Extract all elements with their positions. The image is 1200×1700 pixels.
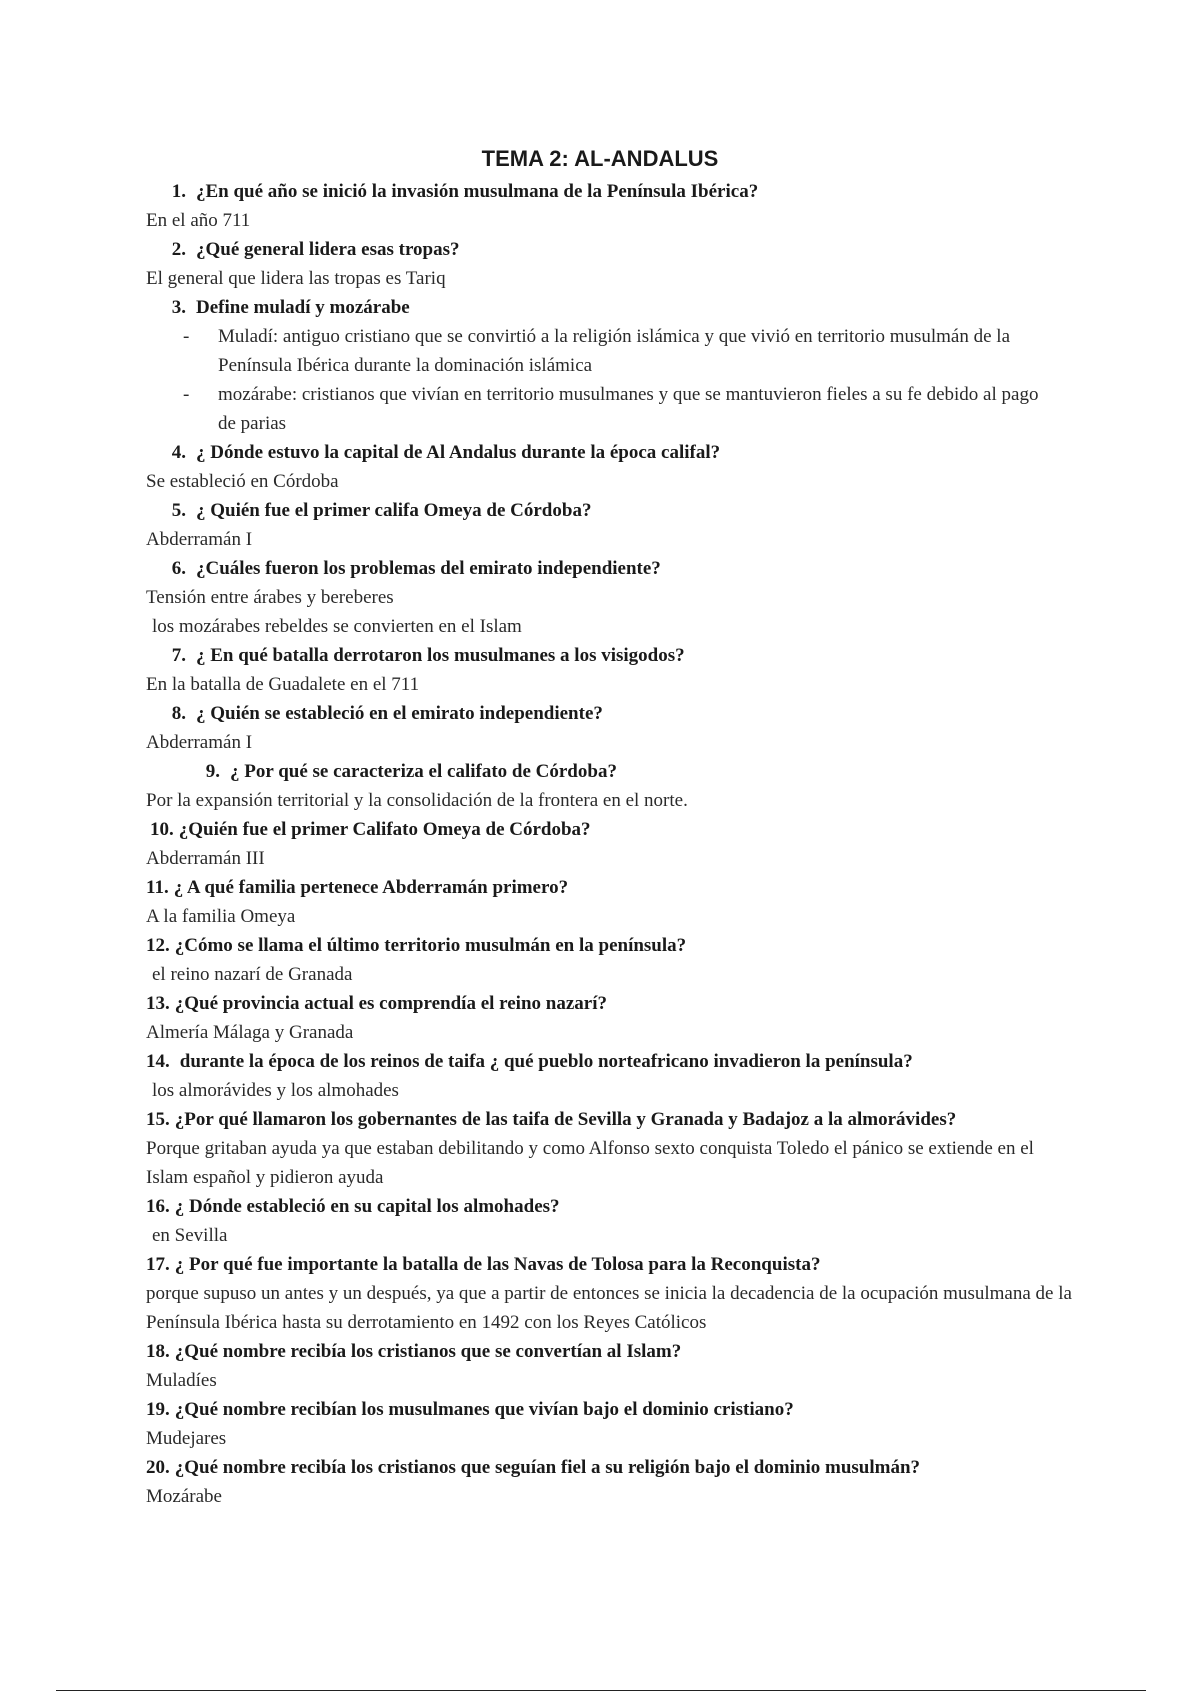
question-number: 14. (146, 1051, 170, 1072)
question-15 (0, 1105, 1200, 1134)
question-list (0, 177, 1200, 1511)
question-number: 5. (171, 500, 186, 521)
question-number: 17. (146, 1254, 170, 1275)
question-number: 6. (171, 558, 186, 579)
question-number: 10. (150, 819, 174, 840)
answer-15: Porque gritaban ayuda ya que estaban debilitando y como Alfonso sexto conquista Toledo el pánico se extiende en el Islam español y pidieron ayuda (146, 1138, 1034, 1188)
dash-bullet: - (183, 384, 190, 405)
answer-13: Almería Málaga y Granada (146, 1022, 354, 1043)
question-text: ¿Qué provincia actual es comprendía el reino nazarí? (174, 993, 607, 1014)
question-text: ¿Cómo se llama el último territorio musulmán en la península? (174, 935, 687, 956)
bullet-text: mozárabe: cristianos que vivían en territorio musulmanes y que se mantuvieron fieles a su fe debido al pago de parias (218, 384, 1039, 434)
question-number: 7. (171, 645, 186, 666)
question-text: ¿ Por qué se caracteriza el califato de Córdoba? (230, 761, 617, 782)
question-17 (0, 1250, 1200, 1279)
question-text: ¿Qué general lidera esas tropas? (196, 239, 460, 260)
question-5 (0, 496, 1200, 525)
question-number: 16. (146, 1196, 170, 1217)
question-text: ¿Quién fue el primer Califato Omeya de Córdoba? (178, 819, 591, 840)
question-number: 19. (146, 1399, 170, 1420)
question-3 (0, 293, 1200, 322)
question-text: ¿Qué nombre recibía los cristianos que seguían fiel a su religión bajo el dominio musulmán? (174, 1457, 921, 1478)
answer-8: Abderramán I (146, 732, 253, 753)
answer-7: En la batalla de Guadalete en el 711 (146, 674, 420, 695)
answer-11: A la familia Omeya (146, 906, 296, 927)
question-6 (0, 554, 1200, 583)
answer-4: Se estableció en Córdoba (146, 471, 339, 492)
answer-9: Por la expansión territorial y la consolidación de la frontera en el norte. (146, 790, 688, 811)
answer-2: El general que lidera las tropas es Tariq (146, 268, 446, 289)
question-text: durante la época de los reinos de taifa ¿ qué pueblo norteafricano invadieron la península? (179, 1051, 913, 1072)
question-text: ¿En qué año se inició la invasión musulmana de la Península Ibérica? (196, 181, 759, 202)
answer-3-bullet-2 (0, 380, 1200, 438)
question-number: 1. (171, 181, 186, 202)
answer-19: Mudejares (146, 1428, 227, 1449)
footer-rule (56, 1690, 1146, 1691)
question-number: 11. (146, 877, 169, 898)
question-7 (0, 641, 1200, 670)
answer-3-bullet-1 (0, 322, 1200, 380)
question-text: ¿Por qué llamaron los gobernantes de las taifa de Sevilla y Granada y Badajoz a la almorávides? (174, 1109, 957, 1130)
question-text: ¿ En qué batalla derrotaron los musulmanes a los visigodos? (196, 645, 685, 666)
answer-1: En el año 711 (146, 210, 251, 231)
question-2 (0, 235, 1200, 264)
question-number: 20. (146, 1457, 170, 1478)
answer-6-line-1: Tensión entre árabes y bereberes (146, 587, 394, 608)
question-number: 8. (171, 703, 186, 724)
answer-12: el reino nazarí de Granada (152, 964, 353, 985)
question-9 (0, 757, 1200, 786)
question-1 (0, 177, 1200, 206)
question-12 (0, 931, 1200, 960)
answer-16: en Sevilla (152, 1225, 228, 1246)
question-text: ¿Qué nombre recibía los cristianos que se convertían al Islam? (174, 1341, 682, 1362)
question-text: ¿Qué nombre recibían los musulmanes que vivían bajo el dominio cristiano? (174, 1399, 794, 1420)
answer-18: Muladíes (146, 1370, 217, 1391)
question-8 (0, 699, 1200, 728)
question-number: 18. (146, 1341, 170, 1362)
bullet-text: Muladí: antiguo cristiano que se convirtió a la religión islámica y que vivió en territorio musulmán de la Península Ibérica durante la dominación islámica (218, 326, 1010, 376)
question-text: ¿ Dónde estableció en su capital los almohades? (174, 1196, 560, 1217)
question-number: 4. (171, 442, 186, 463)
question-text: ¿ Dónde estuvo la capital de Al Andalus durante la época califal? (196, 442, 721, 463)
question-19 (0, 1395, 1200, 1424)
question-text: ¿ Quién fue el primer califa Omeya de Córdoba? (196, 500, 592, 521)
question-20 (0, 1453, 1200, 1482)
question-text: ¿ A qué familia pertenece Abderramán primero? (173, 877, 569, 898)
question-4 (0, 438, 1200, 467)
dash-bullet: - (183, 326, 190, 347)
question-18 (0, 1337, 1200, 1366)
answer-10: Abderramán III (146, 848, 265, 869)
document-title: TEMA 2: AL-ANDALUS (481, 146, 719, 171)
answer-20: Mozárabe (146, 1486, 222, 1507)
question-number: 9. (205, 761, 220, 782)
question-text: ¿Cuáles fueron los problemas del emirato independiente? (196, 558, 661, 579)
question-number: 2. (171, 239, 186, 260)
question-14 (0, 1047, 1200, 1076)
answer-6-line-2: los mozárabes rebeldes se convierten en el Islam (152, 616, 522, 637)
question-number: 12. (146, 935, 170, 956)
answer-5: Abderramán I (146, 529, 253, 550)
question-11 (0, 873, 1200, 902)
question-13 (0, 989, 1200, 1018)
question-number: 3. (171, 297, 186, 318)
question-number: 13. (146, 993, 170, 1014)
answer-17: porque supuso un antes y un después, ya que a partir de entonces se inicia la decadencia de la ocupación musulmana de la Península Ibérica hasta su derrotamiento en 1492 con los Reyes Católicos (146, 1283, 1072, 1333)
question-number: 15. (146, 1109, 170, 1130)
question-text: ¿ Quién se estableció en el emirato independiente? (196, 703, 603, 724)
answer-14: los almorávides y los almohades (152, 1080, 399, 1101)
question-10 (0, 815, 1200, 844)
question-16 (0, 1192, 1200, 1221)
question-text: Define muladí y mozárabe (196, 297, 410, 318)
question-text: ¿ Por qué fue importante la batalla de las Navas de Tolosa para la Reconquista? (174, 1254, 821, 1275)
